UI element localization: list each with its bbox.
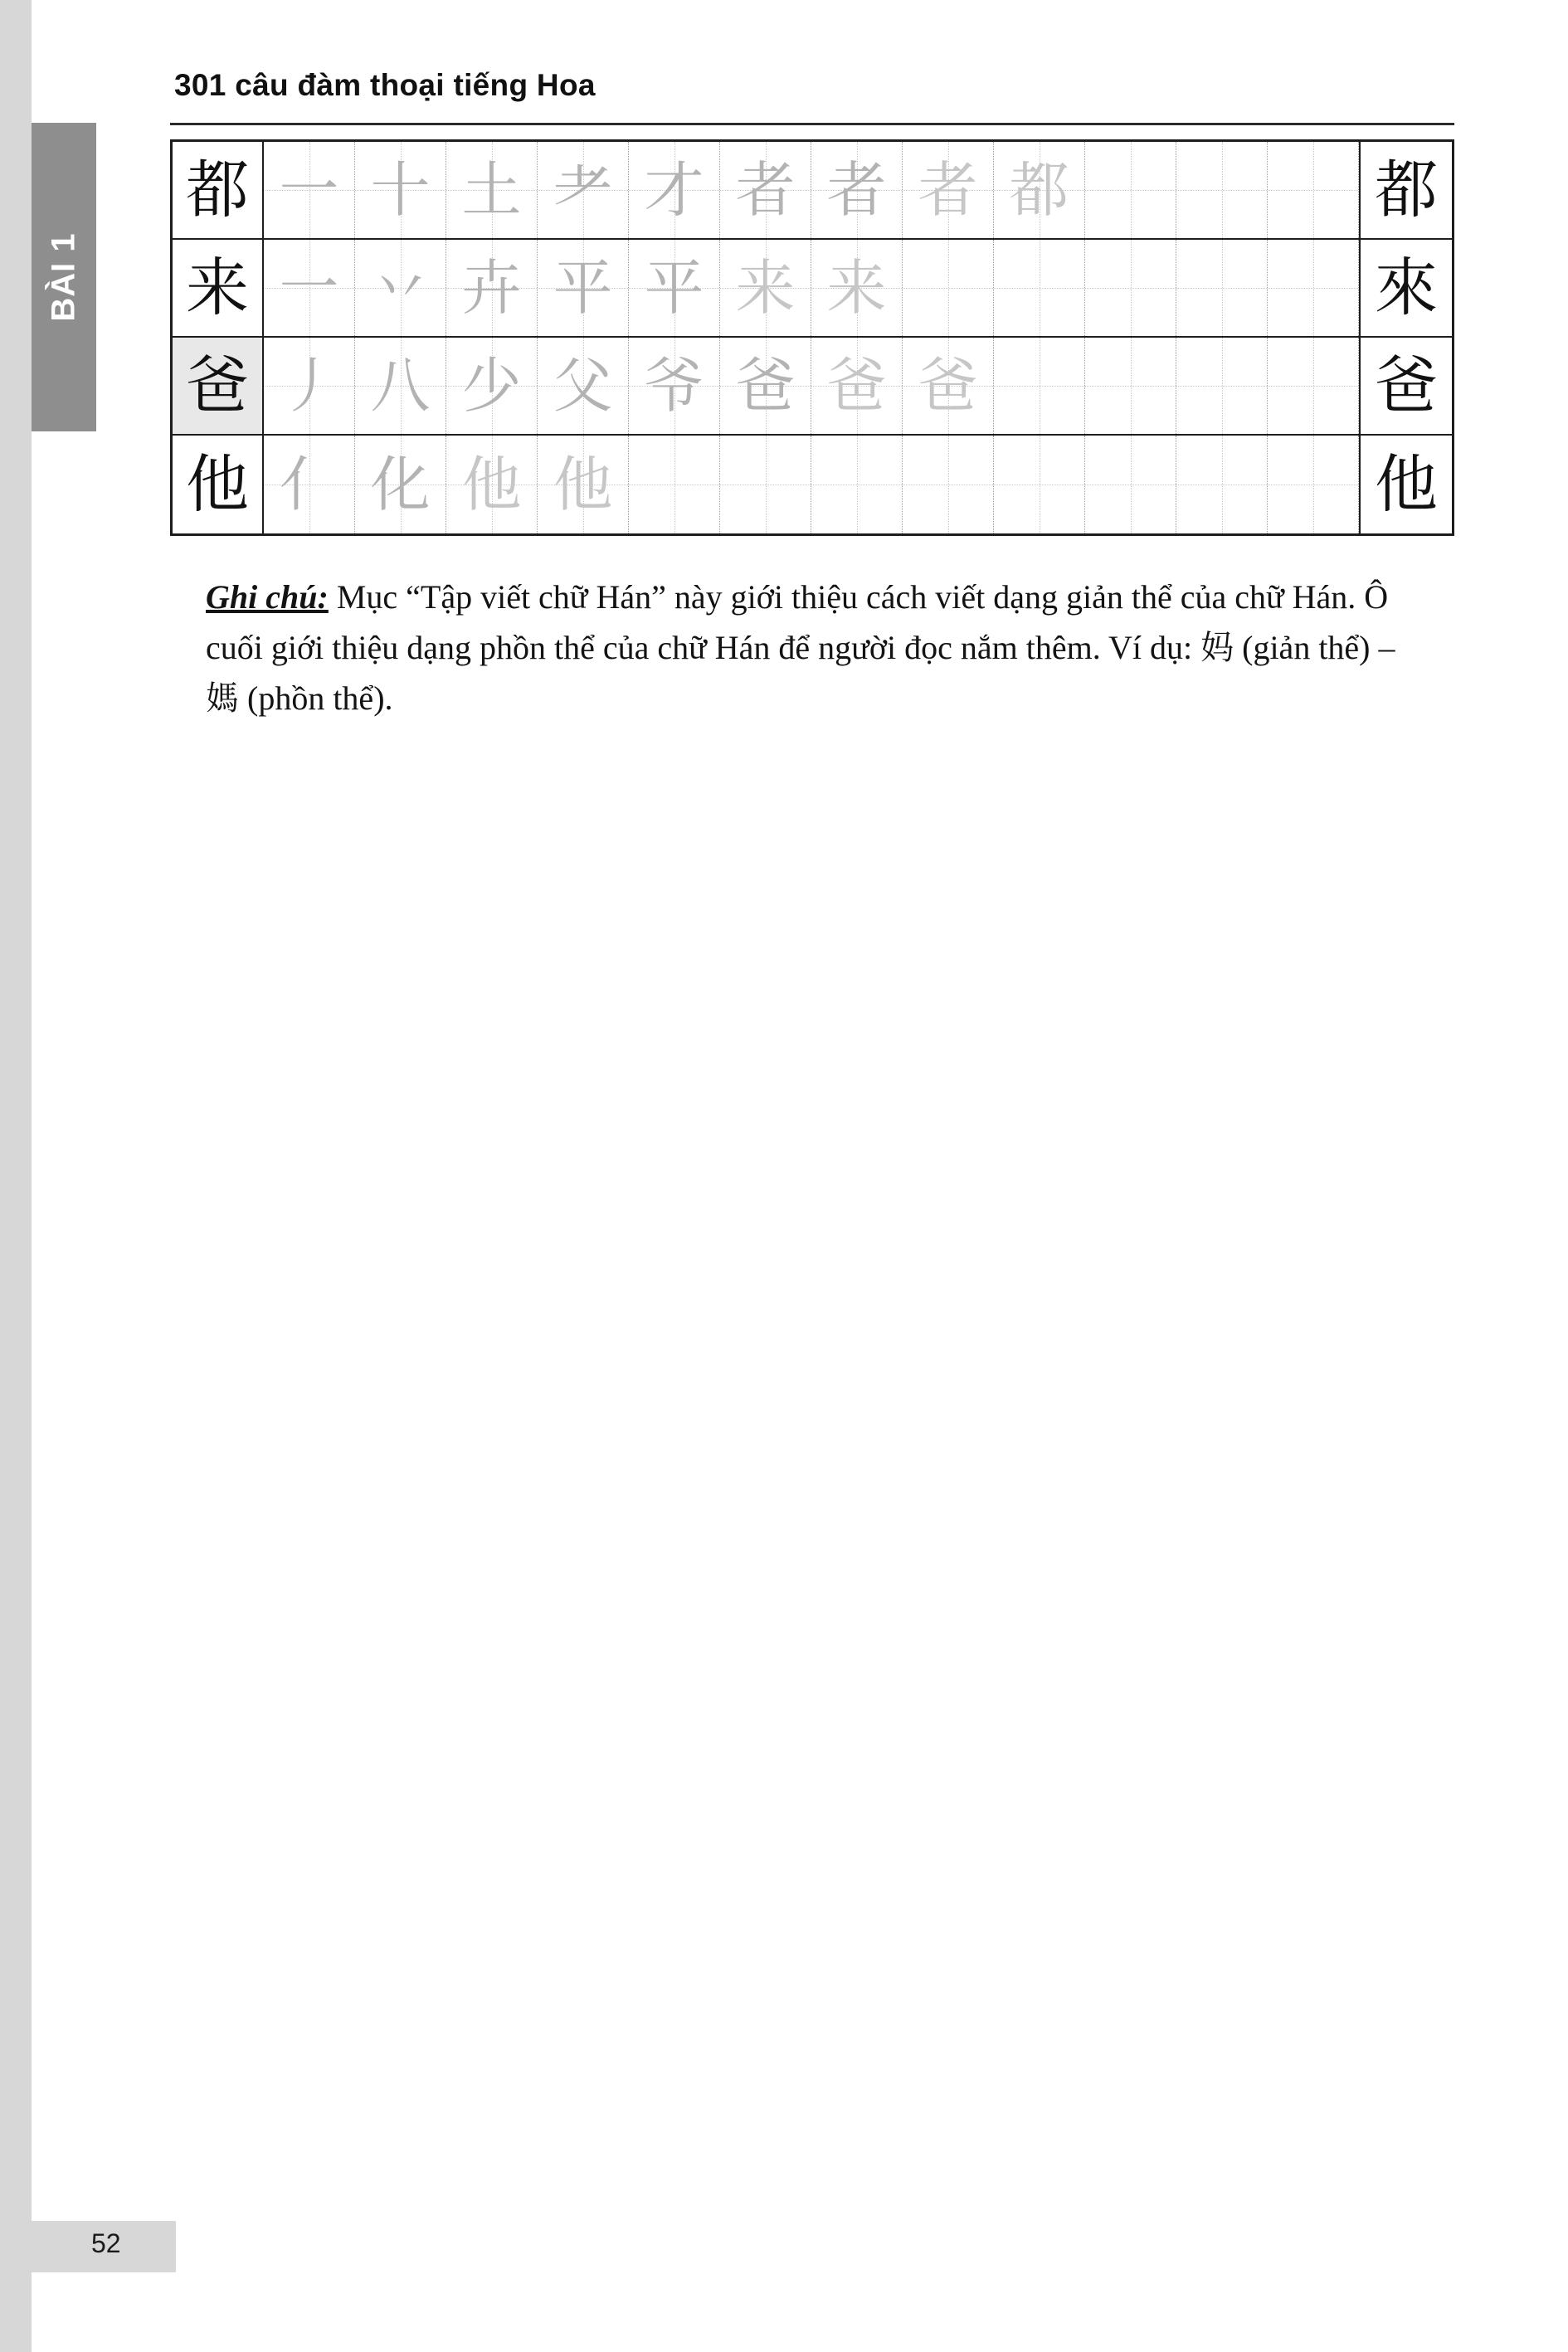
traditional-character-cell bbox=[1359, 240, 1452, 336]
stroke-step-cell bbox=[264, 436, 355, 533]
cell-guide-horizontal bbox=[994, 386, 1084, 387]
stroke-step-cell bbox=[446, 142, 538, 238]
empty-practice-cell bbox=[629, 436, 720, 533]
stroke-step-cell bbox=[629, 338, 720, 434]
stroke-step-cell bbox=[264, 338, 355, 434]
empty-practice-cell bbox=[811, 436, 903, 533]
traditional-character-cell bbox=[1359, 142, 1452, 238]
traditional-character-glyph: 來 bbox=[1375, 251, 1439, 324]
empty-practice-cell bbox=[1176, 436, 1268, 533]
model-character-glyph: 都 bbox=[186, 153, 250, 226]
stroke-step-glyph: 耂 bbox=[553, 155, 613, 225]
cell-guide-horizontal bbox=[1176, 190, 1267, 191]
stroke-step-glyph: 来 bbox=[735, 253, 796, 323]
empty-practice-cell bbox=[720, 436, 811, 533]
character-practice-grid bbox=[170, 139, 1454, 536]
stroke-step-cell bbox=[994, 142, 1085, 238]
cell-guide-horizontal bbox=[1268, 386, 1358, 387]
model-character-cell bbox=[173, 240, 264, 336]
stroke-step-glyph: 平 bbox=[553, 253, 613, 323]
practice-row bbox=[173, 142, 1452, 240]
cell-guide-horizontal bbox=[1176, 386, 1267, 387]
stroke-step-cell bbox=[811, 338, 903, 434]
stroke-step-glyph: 来 bbox=[826, 253, 887, 323]
cell-guide-horizontal bbox=[1085, 288, 1176, 289]
page-margin-strip bbox=[0, 0, 32, 2352]
stroke-step-glyph: 他 bbox=[553, 450, 613, 519]
traditional-character-cell bbox=[1359, 436, 1452, 533]
stroke-step-cell bbox=[355, 142, 446, 238]
empty-practice-cell bbox=[1085, 240, 1176, 336]
empty-practice-cell bbox=[903, 240, 994, 336]
stroke-step-glyph: 爷 bbox=[644, 351, 704, 421]
stroke-step-cell bbox=[629, 240, 720, 336]
empty-practice-cell bbox=[1085, 436, 1176, 533]
note-example-traditional: 媽 bbox=[206, 679, 239, 718]
empty-practice-cell bbox=[1268, 436, 1359, 533]
stroke-step-glyph: 一 bbox=[279, 253, 339, 323]
page-header bbox=[174, 68, 1452, 103]
stroke-step-cell bbox=[538, 338, 629, 434]
cell-guide-horizontal bbox=[1085, 190, 1176, 191]
stroke-step-cell bbox=[538, 436, 629, 533]
stroke-step-cell bbox=[629, 142, 720, 238]
cell-guide-horizontal bbox=[1085, 386, 1176, 387]
cell-guide-horizontal bbox=[1268, 190, 1358, 191]
stroke-step-glyph: 爸 bbox=[918, 351, 978, 421]
empty-practice-cell bbox=[1085, 338, 1176, 434]
stroke-step-glyph: 爸 bbox=[826, 351, 887, 421]
stroke-step-glyph: 才 bbox=[644, 155, 704, 225]
practice-row bbox=[173, 240, 1452, 338]
stroke-step-glyph: 八 bbox=[370, 351, 431, 421]
stroke-step-cell bbox=[811, 240, 903, 336]
model-character-glyph: 他 bbox=[186, 447, 250, 521]
stroke-step-glyph: 爸 bbox=[735, 351, 796, 421]
stroke-step-cell bbox=[720, 142, 811, 238]
stroke-step-glyph: 丿 bbox=[279, 351, 339, 421]
empty-practice-cell bbox=[1268, 240, 1359, 336]
stroke-step-glyph: 父 bbox=[553, 351, 613, 421]
practice-row bbox=[173, 436, 1452, 533]
note-text-2: (giản thể) – bbox=[1234, 628, 1395, 666]
page-number: 52 bbox=[91, 2228, 121, 2258]
stroke-step-cell bbox=[355, 436, 446, 533]
cell-guide-horizontal bbox=[1176, 288, 1267, 289]
stroke-step-cell bbox=[811, 142, 903, 238]
empty-practice-cell bbox=[994, 240, 1085, 336]
stroke-step-glyph: 一 bbox=[279, 155, 339, 225]
stroke-step-glyph: 土 bbox=[461, 155, 522, 225]
model-character-cell bbox=[173, 338, 264, 434]
model-character-glyph: 来 bbox=[186, 251, 250, 324]
empty-practice-cell bbox=[1268, 142, 1359, 238]
stroke-step-cell bbox=[264, 142, 355, 238]
footer-bar bbox=[0, 2221, 176, 2272]
stroke-step-glyph: 十 bbox=[370, 155, 431, 225]
note-paragraph bbox=[206, 572, 1409, 723]
cell-guide-horizontal bbox=[994, 288, 1084, 289]
stroke-step-glyph: 化 bbox=[370, 450, 431, 519]
stroke-step-cell bbox=[538, 142, 629, 238]
stroke-step-cell bbox=[903, 338, 994, 434]
stroke-step-cell bbox=[538, 240, 629, 336]
lesson-tab-label: BÀI 1 bbox=[45, 232, 82, 322]
stroke-step-glyph: 平 bbox=[644, 253, 704, 323]
empty-practice-cell bbox=[1176, 338, 1268, 434]
note-text-1: Mục “Tập viết chữ Hán” này giới thiệu cách viết dạng giản thể của chữ Hán. Ô cuối giới thiệu dạng phồn thể của chữ Hán để người đọc nắm thêm. Ví dụ: bbox=[206, 578, 1389, 666]
stroke-step-glyph: 亻 bbox=[279, 450, 339, 519]
stroke-step-cell bbox=[446, 436, 538, 533]
practice-row bbox=[173, 338, 1452, 436]
stroke-step-cell bbox=[720, 240, 811, 336]
stroke-step-cell bbox=[446, 240, 538, 336]
stroke-step-glyph: 丷 bbox=[370, 253, 431, 323]
traditional-character-cell bbox=[1359, 338, 1452, 434]
stroke-step-cell bbox=[264, 240, 355, 336]
empty-practice-cell bbox=[1268, 338, 1359, 434]
stroke-step-glyph: 少 bbox=[461, 351, 522, 421]
note-example-simplified: 妈 bbox=[1200, 628, 1234, 667]
empty-practice-cell bbox=[994, 338, 1085, 434]
stroke-step-glyph: 者 bbox=[918, 155, 978, 225]
stroke-step-glyph: 卉 bbox=[461, 253, 522, 323]
stroke-step-cell bbox=[903, 142, 994, 238]
traditional-character-glyph: 爸 bbox=[1375, 348, 1439, 422]
note-label: Ghi chú: bbox=[206, 578, 329, 616]
stroke-step-cell bbox=[446, 338, 538, 434]
traditional-character-glyph: 他 bbox=[1375, 447, 1439, 521]
model-character-cell bbox=[173, 436, 264, 533]
page-title: 301 câu đàm thoại tiếng Hoa bbox=[174, 68, 596, 102]
stroke-step-cell bbox=[355, 338, 446, 434]
note-text-3: (phồn thể). bbox=[239, 679, 393, 717]
stroke-step-glyph: 者 bbox=[826, 155, 887, 225]
cell-guide-horizontal bbox=[1268, 288, 1358, 289]
empty-practice-cell bbox=[1176, 142, 1268, 238]
stroke-step-glyph: 他 bbox=[461, 450, 522, 519]
empty-practice-cell bbox=[994, 436, 1085, 533]
traditional-character-glyph: 都 bbox=[1375, 153, 1439, 226]
empty-practice-cell bbox=[1085, 142, 1176, 238]
model-character-glyph: 爸 bbox=[186, 348, 250, 422]
header-divider bbox=[170, 123, 1454, 125]
stroke-step-glyph: 者 bbox=[735, 155, 796, 225]
stroke-step-glyph: 都 bbox=[1009, 155, 1069, 225]
stroke-step-cell bbox=[720, 338, 811, 434]
cell-guide-horizontal bbox=[903, 288, 993, 289]
empty-practice-cell bbox=[903, 436, 994, 533]
stroke-step-cell bbox=[355, 240, 446, 336]
model-character-cell bbox=[173, 142, 264, 238]
empty-practice-cell bbox=[1176, 240, 1268, 336]
lesson-tab bbox=[32, 123, 96, 431]
